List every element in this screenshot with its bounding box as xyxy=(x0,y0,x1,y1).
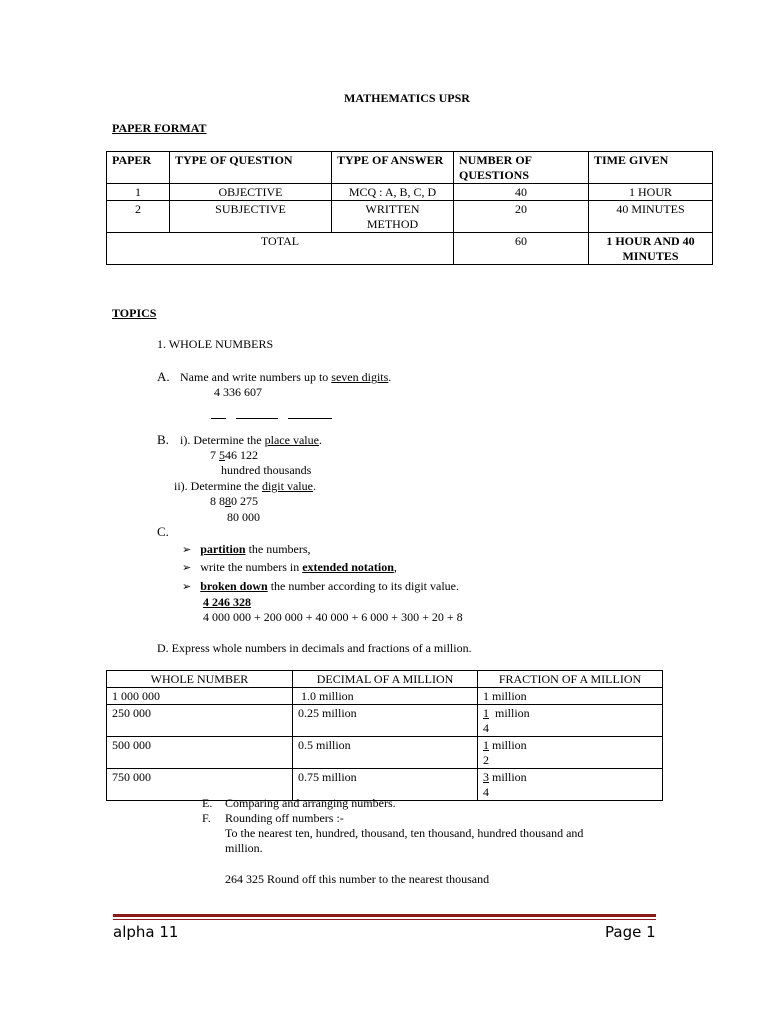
item-b-i-text xyxy=(180,433,322,448)
cell-fraction xyxy=(478,688,663,705)
arrow-bullet-icon: ➢ xyxy=(182,581,192,593)
bullet-text: the numbers, xyxy=(245,542,311,556)
item-b-key-term: place value xyxy=(264,433,319,447)
cell-total-label: TOTAL xyxy=(107,233,454,265)
bullet-broken-down xyxy=(182,579,459,594)
cell-whole-number: 500 000 xyxy=(107,737,293,769)
cell-fraction xyxy=(478,737,663,769)
cell-decimal: 1.0 million xyxy=(293,688,478,705)
item-f-line2: million. xyxy=(225,841,263,855)
header-decimal: DECIMAL OF A MILLION xyxy=(293,671,478,688)
cell-fraction xyxy=(478,705,663,737)
item-b-text-part: ii). Determine the xyxy=(174,479,262,493)
header-time-given: TIME GIVEN xyxy=(589,152,713,184)
document-title: MATHEMATICS UPSR xyxy=(344,91,470,105)
item-b-i-number xyxy=(210,448,258,463)
fraction-numerator: 1 xyxy=(483,706,489,720)
item-e-text: Comparing and arranging numbers. xyxy=(225,796,396,810)
bullet-extended-notation xyxy=(182,560,397,575)
paper-format-table xyxy=(106,151,713,265)
header-number-of-questions: NUMBER OF QUESTIONS xyxy=(454,152,589,184)
bullet-text: the number according to its digit value. xyxy=(267,579,459,593)
cell-whole-number: 1 000 000 xyxy=(107,688,293,705)
fraction-text: million xyxy=(489,738,527,752)
digit-place-blanks xyxy=(211,410,336,425)
item-b-text-part: i). Determine the xyxy=(180,433,265,447)
fraction-denominator: 4 xyxy=(483,721,489,735)
footer-left: alpha 11 xyxy=(113,923,179,941)
fraction-denominator: 4 xyxy=(483,785,489,799)
underlined-digit: 8 xyxy=(225,494,231,508)
expanded-notation: 4 000 000 + 200 000 + 40 000 + 6 000 + 300 + 20 + 8 xyxy=(203,610,463,624)
number-part: 7 xyxy=(210,448,219,462)
number-part: 0 275 xyxy=(231,494,258,508)
item-f-example: 264 325 Round off this number to the nearest thousand xyxy=(225,872,490,886)
number-part: 8 8 xyxy=(210,494,225,508)
header-fraction: FRACTION OF A MILLION xyxy=(478,671,663,688)
fraction-text: million xyxy=(489,770,527,784)
header-paper: PAPER xyxy=(107,152,170,184)
cell-decimal: 0.5 million xyxy=(293,737,478,769)
topics-heading: TOPICS xyxy=(112,306,157,320)
cell-whole-number: 250 000 xyxy=(107,705,293,737)
fraction-numerator: 1 xyxy=(483,738,489,752)
cell-total-time: 1 HOUR AND 40 MINUTES xyxy=(589,233,713,265)
item-a-example: 4 336 607 xyxy=(214,385,262,399)
item-f-line1: To the nearest ten, hundred, thousand, ten thousand, hundred thousand and xyxy=(225,826,584,840)
item-a-key-term: seven digits xyxy=(331,370,389,384)
fraction-text: 1 million xyxy=(483,689,527,703)
fraction-text: million xyxy=(489,706,530,720)
item-e-label: E. xyxy=(202,796,213,810)
item-f-text: Rounding off numbers :- xyxy=(225,811,344,825)
cell-fraction xyxy=(478,769,663,801)
arrow-bullet-icon: ➢ xyxy=(182,562,192,574)
cell-question-count: 40 xyxy=(454,184,589,201)
item-b-key-term: digit value xyxy=(261,479,313,493)
cell-answer-type: MCQ : A, B, C, D xyxy=(332,184,454,201)
cell-time: 40 MINUTES xyxy=(589,201,713,233)
key-term: partition xyxy=(200,542,246,556)
item-a-text xyxy=(180,370,391,385)
item-f-label: F. xyxy=(202,811,211,825)
cell-question-count: 20 xyxy=(454,201,589,233)
cell-answer-type: WRITTEN METHOD xyxy=(332,201,454,233)
arrow-bullet-icon: ➢ xyxy=(182,544,192,556)
cell-whole-number: 750 000 xyxy=(107,769,293,801)
footer-rule-thin xyxy=(113,919,656,920)
cell-question-type: OBJECTIVE xyxy=(170,184,332,201)
cell-decimal: 0.25 million xyxy=(293,705,478,737)
footer-rule xyxy=(113,914,656,917)
key-term: extended notation xyxy=(302,560,394,574)
bullet-text: , xyxy=(393,560,397,574)
example-number: 4 246 328 xyxy=(203,595,251,609)
item-c-label: C. xyxy=(157,524,169,539)
item-a-text-part: . xyxy=(388,370,392,384)
item-d-text: D. Express whole numbers in decimals and fractions of a million. xyxy=(157,641,472,655)
header-type-of-question: TYPE OF QUESTION xyxy=(170,152,332,184)
item-b-ii-number xyxy=(210,494,258,509)
cell-paper: 2 xyxy=(107,201,170,233)
bullet-partition xyxy=(182,542,311,557)
header-type-of-answer: TYPE OF ANSWER xyxy=(332,152,454,184)
item-b-label: B. xyxy=(157,432,169,447)
header-whole-number: WHOLE NUMBER xyxy=(107,671,293,688)
item-b-ii-text xyxy=(174,479,316,494)
page-number: Page 1 xyxy=(605,923,656,941)
item-b-ii-answer: 80 000 xyxy=(227,510,260,524)
item-a-label: A. xyxy=(157,369,170,384)
fraction-denominator: 2 xyxy=(483,753,489,767)
cell-paper: 1 xyxy=(107,184,170,201)
item-a-text-part: Name and write numbers up to xyxy=(180,370,332,384)
item-b-text-part: . xyxy=(312,479,316,493)
underlined-digit: 5 xyxy=(219,448,225,462)
cell-question-type: SUBJECTIVE xyxy=(170,201,332,233)
topic-whole-numbers: 1. WHOLE NUMBERS xyxy=(157,337,274,351)
bullet-text: write the numbers in xyxy=(200,560,303,574)
whole-number-table xyxy=(106,670,663,801)
fraction-numerator: 3 xyxy=(483,770,489,784)
cell-total-number: 60 xyxy=(454,233,589,265)
item-b-i-answer: hundred thousands xyxy=(221,463,312,477)
key-term: broken down xyxy=(200,579,268,593)
cell-time: 1 HOUR xyxy=(589,184,713,201)
number-part: 46 122 xyxy=(225,448,258,462)
cell-decimal: 0.75 million xyxy=(293,769,478,801)
paper-format-heading: PAPER FORMAT xyxy=(112,121,207,135)
item-b-text-part: . xyxy=(318,433,322,447)
